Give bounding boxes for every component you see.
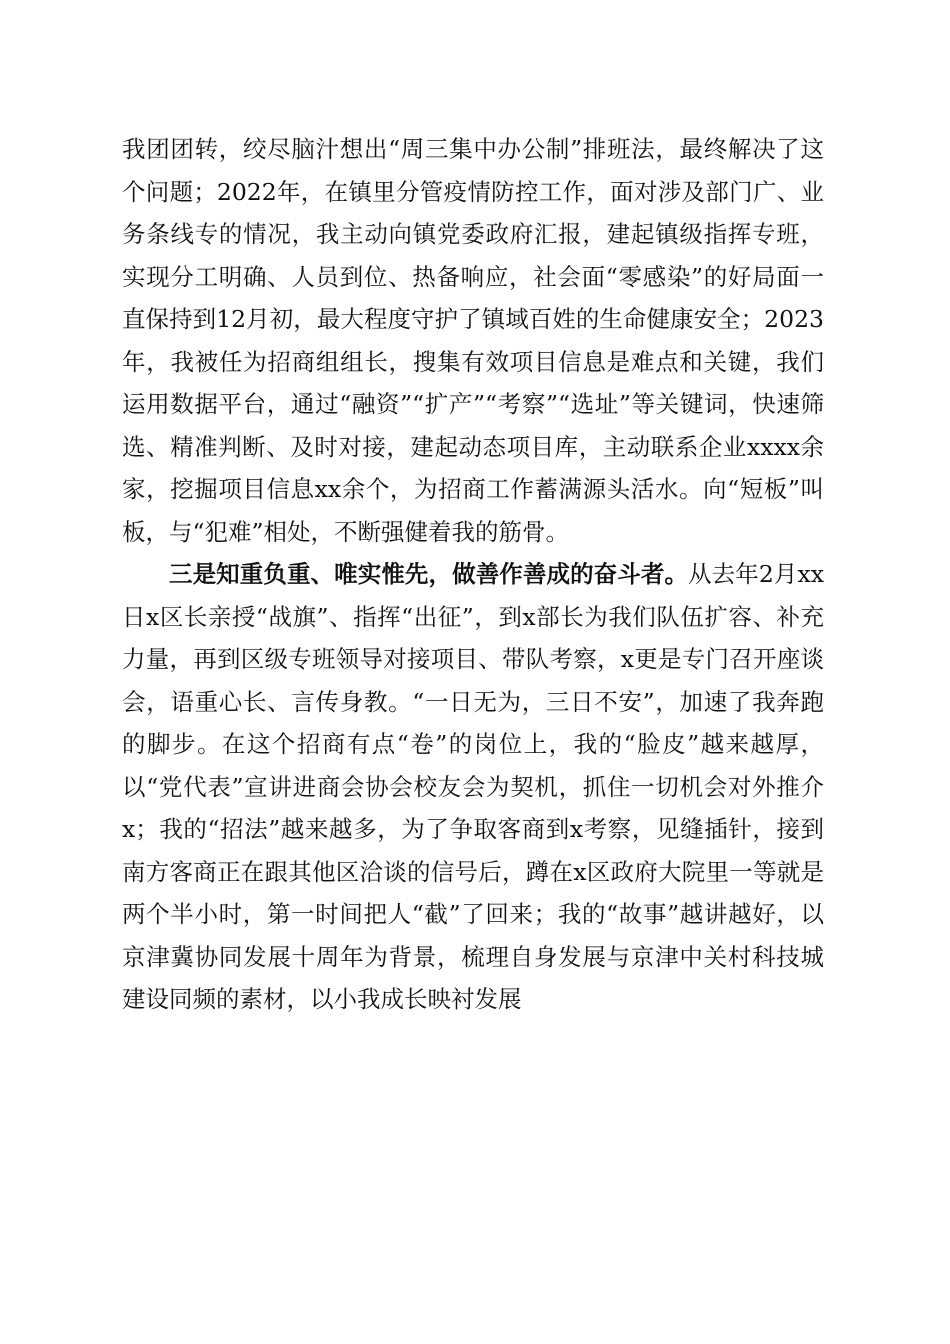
paragraph-section-three (122, 553, 824, 1021)
section-heading-lead: 三是知重负重、唯实惟先，做善作善成的奋斗者。 (169, 560, 689, 588)
paragraph-continuation: 我团团转，绞尽脑汁想出“周三集中办公制”排班法，最终解决了这个问题；2022年，在镇里分管疫情防控工作，面对涉及部门广、业务条线专的情况，我主动向镇党委政府汇报，建起镇级指挥专班，实现分工明确、人员到位、热备响应，社会面“零感染”的好局面一直保持到12月初，最大程度守护了镇域百姓的生命健康安全；2023年，我被任为招商组组长，搜集有效项目信息是难点和关键，我们运用数据平台，通过“融资”“扩产”“考察”“选址”等关键词，快速筛选、精准判断、及时对接，建起动态项目库，主动联系企业xxxx余家，挖掘项目信息xx余个，为招商工作蓄满源头活水。向“短板”叫板，与“犯难”相处，不断强健着我的筋骨。 (122, 135, 824, 546)
document-page (122, 128, 824, 1021)
section-body-text: 从去年2月xx日x区长亲授“战旗”、指挥“出征”，到x部长为我们队伍扩容、补充力量，再到区级专班领导对接项目、带队考察，x更是专门召开座谈会，语重心长、言传身教。“一日无为，三日不安”，加速了我奔跑的脚步。在这个招商有点“卷”的岗位上，我的“脸皮”越来越厚，以“党代表”宣讲进商会协会校友会为契机，抓住一切机会对外推介x；我的“招法”越来越多，为了争取客商到x考察，见缝插针，接到南方客商正在跟其他区洽谈的信号后，蹲在x区政府大院里一等就是两个半小时，第一时间把人“截”了回来；我的“故事”越讲越好，以京津冀协同发展十周年为背景，梳理自身发展与京津中关村科技城建设同频的素材，以小我成长映衬发展 (122, 560, 824, 1013)
